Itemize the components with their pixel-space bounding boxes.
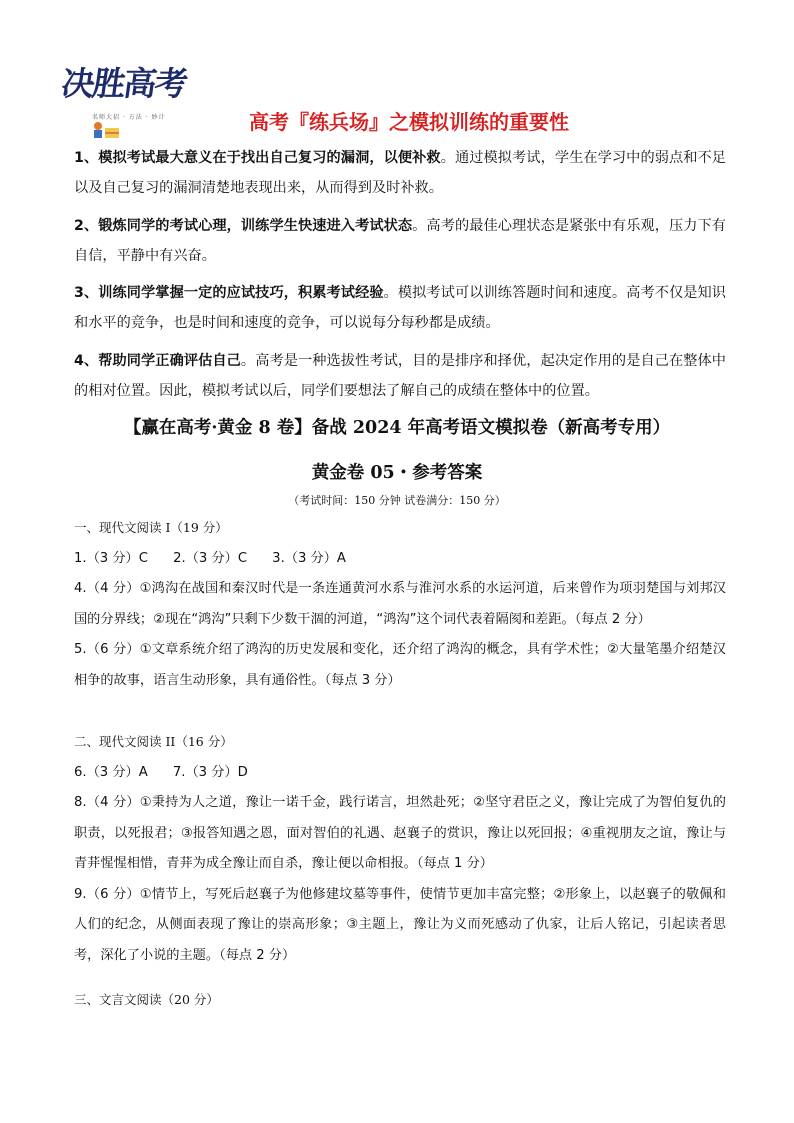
intro-point-3	[74, 278, 726, 338]
intro-point-1	[74, 143, 726, 203]
section-heading-1: 一、现代文阅读 I（19 分）	[74, 520, 228, 535]
exam-info: （考试时间：150 分钟 试卷满分：150 分）	[288, 494, 506, 507]
banner-title-text: 高考『练兵场』之模拟训练的重要性	[249, 110, 569, 134]
logo-text: 决胜高考	[58, 64, 189, 103]
intro-point-4-heading: 4、帮助同学正确评估自己	[74, 352, 241, 369]
spacer	[74, 971, 726, 985]
logo-subtext: 名师大招 · 方法 · 妙计	[92, 114, 166, 121]
answer-key	[74, 513, 726, 1016]
intro-point-1-body: 。通过模拟考试，学生在学习中的弱点和不足以及自己复习的漏洞清楚地表现出来，从而得到及时补救。	[74, 150, 726, 196]
spacer	[74, 696, 726, 727]
intro-point-2-heading: 2、锻炼同学的考试心理，训练学生快速进入考试状态	[74, 217, 413, 234]
section-heading-3: 三、文言文阅读（20 分）	[74, 992, 219, 1007]
answer-q9: 9.（6 分）①情节上，写死后赵襄子为他修建坟墓等事件，使情节更加丰富完整；②形象上，以赵襄子的敬佩和人们的纪念，从侧面表现了豫让的崇高形象；③主题上，豫让为义而死感动了仇家，让后人铭记，引起读者思考，深化了小说的主题。（每点 2 分）	[74, 886, 726, 963]
answer-line: 1.（3 分）C 2.（3 分）C 3.（3 分）A	[74, 550, 346, 566]
intro-point-3-body: 。模拟考试可以训练答题时间和速度。高考不仅是知识和水平的竞争，也是时间和速度的竞争，可以说每分每秒都是成绩。	[74, 285, 726, 331]
answer-q4: 4.（4 分）①鸿沟在战国和秦汉时代是一条连通黄河水系与淮河水系的水运河道，后来曾作为项羽楚国与刘邦汉国的分界线；②现在“鸿沟”只剩下少数干涸的河道，“鸿沟”这个词代表着隔阂和差距。（每点 2 分）	[74, 581, 726, 627]
intro-point-3-heading: 3、训练同学掌握一定的应试技巧，积累考试经验	[74, 285, 384, 301]
intro-point-4-body: 。高考是一种选拔性考试，目的是排序和择优，起决定作用的是自己在整体中的相对位置。因此，模拟考试以后，同学们要想法了解自己的成绩在整体中的位置。	[74, 352, 726, 399]
intro-section	[74, 143, 726, 413]
page-banner-title	[0, 106, 794, 135]
intro-point-1-heading: 1、模拟考试最大意义在于找出自己复习的漏洞，以便补救	[74, 150, 441, 166]
answer-line: 6.（3 分）A 7.（3 分）D	[74, 764, 248, 780]
intro-point-2	[74, 211, 726, 271]
intro-point-2-body: 。高考的最佳心理状态是紧张中有乐观，压力下有自信，平静中有兴奋。	[74, 217, 726, 264]
intro-point-4	[74, 346, 726, 406]
answer-q5: 5.（6 分）①文章系统介绍了鸿沟的历史发展和变化，还介绍了鸿沟的概念，具有学术性；②大量笔墨介绍楚汉相争的故事，语言生动形象，具有通俗性。（每点 3 分）	[74, 642, 726, 688]
paper-subtitle: 黄金卷 05・参考答案	[311, 463, 483, 483]
section-heading-2: 二、现代文阅读 II（16 分）	[74, 734, 233, 749]
answer-q8: 8.（4 分）①秉持为人之道，豫让一诺千金，践行诺言，坦然赴死；②坚守君臣之义，豫让完成了为智伯复仇的职责，以死报君；③报答知遇之恩，面对智伯的礼遇、赵襄子的赏识，豫让以死回报；④重视朋友之谊，豫让与青荓惺惺相惜，青荓为成全豫让而自杀，豫让便以命相报。（每点 1 分）	[74, 795, 726, 871]
paper-title: 【赢在高考·黄金 8 卷】备战 2024 年高考语文模拟卷（新高考专用）	[123, 418, 671, 438]
